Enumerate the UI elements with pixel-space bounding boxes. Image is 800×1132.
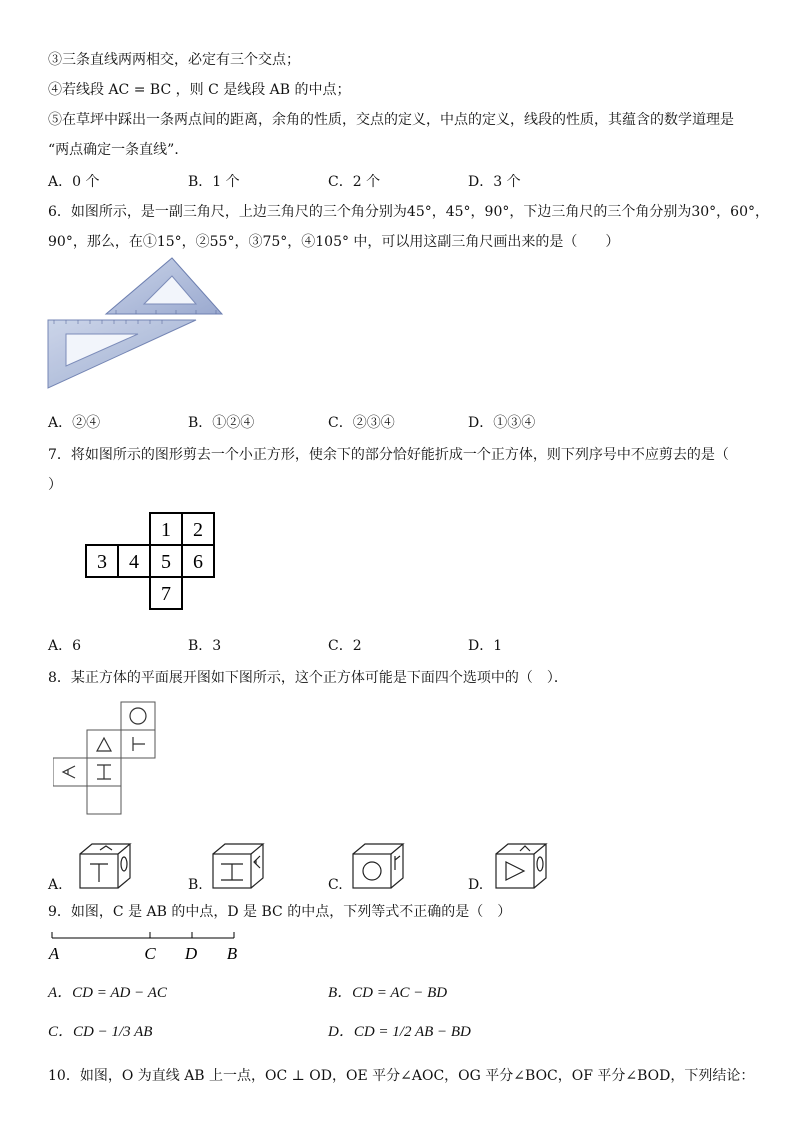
net-cell-6: 6 (193, 551, 203, 573)
set-square-figure (46, 256, 226, 392)
net-cell-1: 1 (161, 519, 171, 541)
statement-3: ③三条直线两两相交，必定有三个交点； (48, 52, 300, 68)
q8-stem: 8．某正方体的平面展开图如下图所示，这个正方体可能是下面四个选项中的（ ）． (48, 670, 568, 686)
q9-stem: 9．如图，C 是 AB 的中点，D 是 BC 的中点，下列等式不正确的是（ ） (48, 904, 512, 920)
q9-option-d[interactable]: D．CD = 1/2 AB − BD (328, 1024, 471, 1040)
cube-option-b[interactable] (211, 842, 275, 890)
net-cell-4: 4 (129, 551, 139, 573)
q8-option-d[interactable]: D. (468, 877, 484, 893)
point-c-label: C (144, 944, 156, 963)
point-d-label: D (184, 944, 198, 963)
q6-stem-line2: 90°，那么，在①15°，②55°，③75°，④105° 中，可以用这副三角尺画出来的是（ ） (48, 234, 620, 250)
cube-net-numbered (84, 511, 218, 611)
q6-stem-line1: 6．如图所示，是一副三角尺，上边三角尺的三个角分别为45°，45°，90°，下边三角尺的三个角分别为30°，60°， (48, 204, 769, 220)
statement-5: ⑤在草坪中踩出一条两点间的距离，余角的性质，交点的定义，中点的定义，线段的性质，其蕴含的数学道理是 (48, 112, 734, 128)
point-a-label: A (48, 944, 60, 963)
q7-stem-line2: ） (48, 477, 62, 493)
t-face (133, 737, 145, 751)
q6-option-a[interactable]: A．②④ (48, 415, 101, 431)
triangle-face (97, 738, 111, 751)
q7-stem-line1: 7．将如图所示的图形剪去一个小正方形，使余下的部分恰好能折成一个正方体，则下列序号中不应剪去的是（ (48, 447, 729, 463)
q9-option-a[interactable]: A．CD = AD − AC (48, 985, 167, 1001)
i-face (97, 765, 111, 779)
net-cell-5: 5 (161, 551, 171, 573)
point-b-label: B (226, 944, 238, 963)
net-cell-3: 3 (97, 551, 107, 573)
q5-option-b[interactable]: B．1 个 (188, 174, 240, 190)
statement-4: ④若线段 AC = BC ，则 C 是线段 AB 的中点； (48, 82, 351, 98)
q9-option-c[interactable]: C．CD − 1/3 AB (48, 1024, 153, 1040)
net-cell-7: 7 (161, 583, 171, 605)
q7-option-c[interactable]: C．2 (328, 638, 362, 654)
q6-option-d[interactable]: D．①③④ (468, 415, 536, 431)
q8-option-a[interactable]: A. (48, 877, 63, 893)
net-cell-2: 2 (193, 519, 203, 541)
q8-option-b[interactable]: B. (188, 877, 203, 893)
q5-option-c[interactable]: C．2 个 (328, 174, 381, 190)
circle-face (130, 708, 146, 724)
cube-option-c[interactable] (351, 842, 415, 890)
q5-option-d[interactable]: D．3 个 (468, 174, 521, 190)
statement-5-cont: “两点确定一条直线”． (48, 142, 189, 158)
q6-option-c[interactable]: C．②③④ (328, 415, 395, 431)
segment-figure (46, 928, 246, 964)
cube-option-d[interactable] (494, 842, 558, 890)
q7-option-d[interactable]: D．1 (468, 638, 503, 654)
cube-option-a[interactable] (78, 842, 142, 890)
q7-option-a[interactable]: A．6 (48, 638, 82, 654)
q6-option-b[interactable]: B．①②④ (188, 415, 255, 431)
q9-option-b[interactable]: B．CD = AC − BD (328, 985, 448, 1001)
q5-option-a[interactable]: A．0 个 (48, 174, 100, 190)
cube-net-symbols (53, 700, 157, 816)
q8-option-c[interactable]: C. (328, 877, 343, 893)
a-face (63, 766, 75, 778)
q7-option-b[interactable]: B．3 (188, 638, 222, 654)
q10-stem: 10．如图，O 为直线 AB 上一点，OC ⊥ OD，OE 平分∠AOC，OG 平分∠BOC，OF 平分∠BOD，下列结论： (48, 1068, 755, 1084)
